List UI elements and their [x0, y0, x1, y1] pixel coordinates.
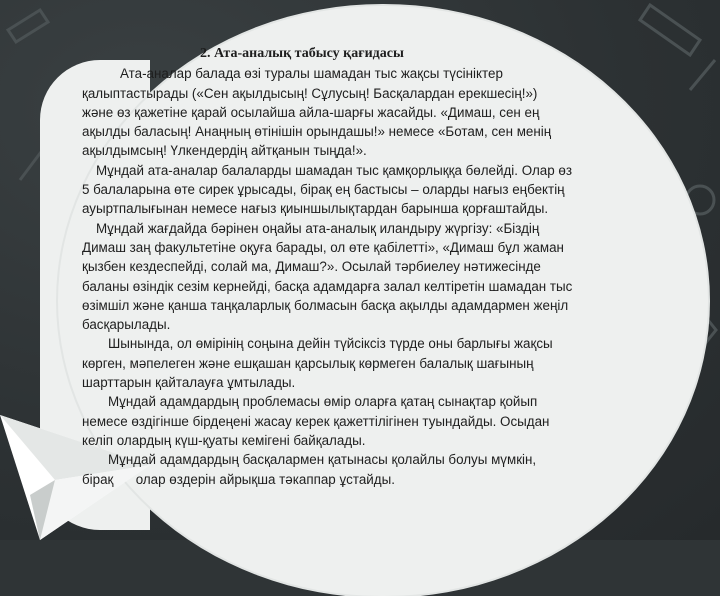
text-line: Мұндай ата-аналар балаларды шамадан тыс қамқорлыққа бөлейді. Олар өз — [96, 162, 572, 178]
text-line: және өз қажетіне қарай осылайша айла-шарғы жасайды. «Димаш, сен ең — [82, 104, 540, 120]
text-line: Ата-аналар балада өзі туралы шамадан тыс жақсы түсініктер — [120, 66, 503, 82]
text-line: көрген, мәпелеген және ешқашан қарсылық көрмеген балалық шағының — [82, 355, 534, 371]
text-line: немесе өздігінше бірдеңені жасау керек қажеттілігінен туындайды. Осыдан — [82, 413, 550, 429]
text-line: қалыптастырады («Сен ақылдысың! Сұлусың! Басқалардан ерекшесің!») — [82, 85, 538, 101]
text-line: өзімшіл және қанша таңқаларлық болмасын басқа ақылды адамдармен жеңіл — [82, 297, 569, 313]
text-line: Шынында, ол өмірінің соңына дейін түйсіксіз түрде оны барлығы жақсы — [108, 336, 553, 352]
text-line: шарттарын қайталауға ұмтылады. — [82, 375, 296, 391]
text-line: ақылды баласың! Анаңның өтінішін орындашы!» немесе «Ботам, сен менің — [82, 124, 552, 140]
text-line: Мұндай адамдардың басқалармен қатынасы қолайлы болуы мүмкін, — [108, 452, 537, 468]
paragraph-6 — [82, 450, 702, 489]
text-line: Димаш заң факультетіне оқуға барады, ол өте қабілетті», «Димаш бұл жаман — [82, 239, 564, 255]
paragraph-1 — [82, 64, 702, 160]
section-heading: 2. Ата-аналық табысу қағидасы — [200, 46, 404, 61]
text-line: келіп олардың күш-қуаты кемігені байқалады. — [82, 432, 366, 448]
text-line: Мұндай адамдардың проблемасы өмір оларға қатаң сынақтар қойып — [108, 394, 538, 410]
text-line: Мұндай жағдайда бәрінен оңайы ата-аналық иландыру жүргізу: «Біздің — [96, 220, 540, 236]
text-line: басқарылады. — [82, 317, 171, 333]
paragraph-2 — [82, 161, 702, 219]
paragraph-3 — [82, 219, 702, 335]
paragraph-5 — [82, 392, 702, 450]
text-line: 5 балаларына өте сирек ұрысады, бірақ ең бастысы – оларды нағыз еңбектің — [82, 182, 565, 198]
text-line: бірақ олар өздерін айрықша тәкаппар ұстайды. — [82, 471, 395, 487]
text-line: ақылдымсың! Үлкендердің айтқанын тыңда!». — [82, 143, 367, 159]
document-body — [82, 44, 702, 489]
text-line: ауыртпалығынан немесе нағыз қиыншылықтардан барынша қорғаштайды. — [82, 201, 549, 217]
text-line: қызбен кездеспейді, солай ма, Димаш?». Осылай тәрбиелеу нәтижесінде — [82, 259, 541, 275]
paragraph-4 — [82, 334, 702, 392]
text-line: баланы өзіндік сезім кернейді, басқа адамдарға залал келтіретін шамадан тыс — [82, 278, 573, 294]
